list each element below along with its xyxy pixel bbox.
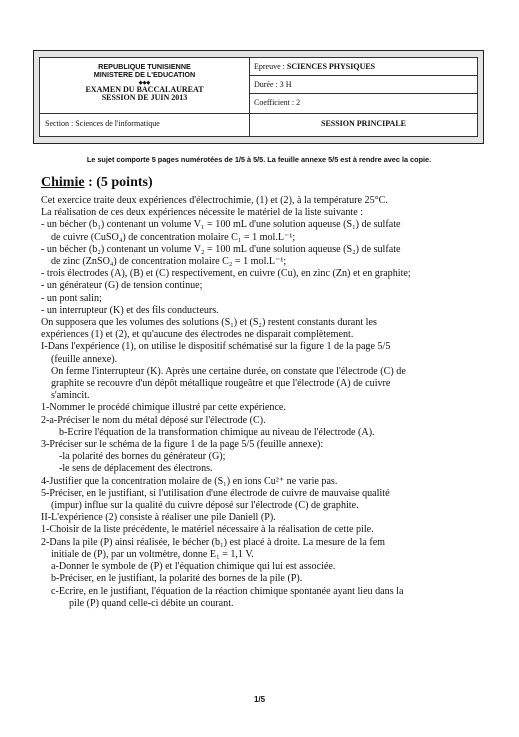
text-line: La réalisation de ces deux expériences nécessite le matériel de la liste suivante : (41, 207, 364, 219)
question-line: c-Ecrire, en le justifiant, l'équation de la réaction chimique spontanée ayant lieu dans la (51, 585, 404, 597)
question-line: 1-Nommer le procédé chimique illustré par cette expérience. (41, 402, 286, 414)
text-line: (feuille annexe). (51, 353, 118, 365)
question-line: b-Ecrire l'équation de la transformation chimique au niveau de l'électrode (A). (59, 426, 375, 438)
exercise-body (41, 195, 481, 610)
text-line: graphite se recouvre d'un dépôt métallique rougeâtre et que l'électrode (A) de cuivre (51, 378, 391, 390)
exam-header (33, 50, 484, 144)
question-line: pile (P) quand celle-ci débite un courant. (69, 597, 234, 609)
section-title-word: Chimie (41, 175, 85, 190)
question-line: -la polarité des bornes du générateur (G); (59, 451, 226, 463)
ministry-label: MINISTERE DE L'EDUCATION (93, 70, 196, 80)
question-line: -le sens de déplacement des électrons. (59, 463, 213, 475)
question-line: initiale de (P), par un voltmètre, donne E₁ = 1,1 V. (51, 548, 254, 560)
question-line: 1-Choisir de la liste précédente, le matériel nécessaire à la réalisation de cette pile. (41, 524, 374, 536)
instructions-note: Le sujet comporte 5 pages numérotées de 1/5 à 5/5. La feuille annexe 5/5 est à rendre avec la copie. (86, 155, 432, 164)
text-line: de zinc (ZnSO₄) de concentration molaire C₂ = 1 mol.L⁻¹; (51, 256, 287, 268)
text-line: - un bécher (b₁) contenant un volume V₁ = 100 mL d'une solution aqueuse (S₁) de sulfate (41, 219, 401, 231)
text-line: de cuivre (CuSO₄) de concentration molaire C₁ = 1 mol.L⁻¹; (51, 231, 296, 243)
text-line: On supposera que les volumes des solutions (S₁) et (S₂) restent constants durant les (41, 317, 377, 329)
question-line: 2-a-Préciser le nom du métal déposé sur l'électrode (C). (41, 414, 266, 426)
question-line: 3-Préciser sur le schéma de la figure 1 de la page 5/5 (feuille annexe): (41, 439, 324, 451)
question-line: 2-Dans la pile (P) ainsi réalisée, le bécher (b₁) est placé à droite. La mesure de la fem (41, 536, 386, 548)
text-line: - un pont salin; (41, 292, 102, 304)
text-line: On ferme l'interrupteur (K). Après une certaine durée, on constate que l'électrode (C) de (51, 365, 406, 377)
text-line: - un bécher (b₂) contenant un volume V₂ = 100 mL d'une solution aqueuse (S₂) de sulfate (41, 243, 401, 255)
text-line: expériences (1) et (2), et qu'aucune des électrodes ne disparait complètement. (41, 329, 354, 341)
coefficient-cell: Coefficient : 2 (250, 94, 477, 114)
republic-label: REPUBLIQUE TUNISIENNE (98, 62, 191, 71)
section-title-rest: : (5 points) (84, 175, 153, 190)
epreuve-cell (250, 58, 477, 76)
question-line: 5-Préciser, en le justifiant, si l'utilisation d'une électrode de cuivre de mauvaise qualité (41, 487, 390, 499)
question-line: 4-Justifier que la concentration molaire de (S₁) en ions Cu²⁺ ne varie pas. (41, 475, 338, 487)
ornament: ◆◆◆ (138, 79, 151, 86)
question-line: (impur) influe sur la qualité du cuivre déposé sur l'électrode (C) de graphite. (51, 500, 359, 512)
session-type-cell: SESSION PRINCIPALE (321, 119, 406, 128)
duree-cell: Durée : 3 H (250, 76, 477, 94)
epreuve-label: Epreuve : (254, 62, 287, 71)
question-line: a-Donner le symbole de (P) et l'équation chimique qui lui est associée. (51, 561, 336, 573)
question-line: b-Préciser, en le justifiant, la polarité des bornes de la pile (P). (51, 573, 303, 585)
section-title (41, 175, 153, 191)
text-line: I-Dans l'expérience (1), on utilise le dispositif schématisé sur la figure 1 de la page 5/5 (41, 341, 391, 353)
section-cell: Section : Sciences de l'informatique (40, 114, 250, 136)
ministry-block (40, 58, 250, 114)
exam-header-table (39, 57, 478, 137)
text-line: s'amincit. (51, 390, 90, 402)
text-line: - un générateur (G) de tension continue; (41, 280, 203, 292)
text-line: - trois électrodes (A), (B) et (C) respectivement, en cuivre (Cu), en zinc (Zn) et en graphite; (41, 268, 411, 280)
exam-label: EXAMEN DU BACCALAUREAT (85, 84, 204, 94)
text-line: Cet exercice traite deux expériences d'électrochimie, (1) et (2), à la température 25°C. (41, 195, 388, 206)
epreuve-value: SCIENCES PHYSIQUES (286, 62, 376, 71)
question-line: II-L'expérience (2) consiste à réaliser une pile Daniell (P). (41, 512, 276, 524)
session-label: SESSION DE JUIN 2013 (101, 93, 188, 103)
page-number: 1/5 (253, 695, 266, 704)
text-line: - un interrupteur (K) et des fils conducteurs. (41, 304, 219, 316)
